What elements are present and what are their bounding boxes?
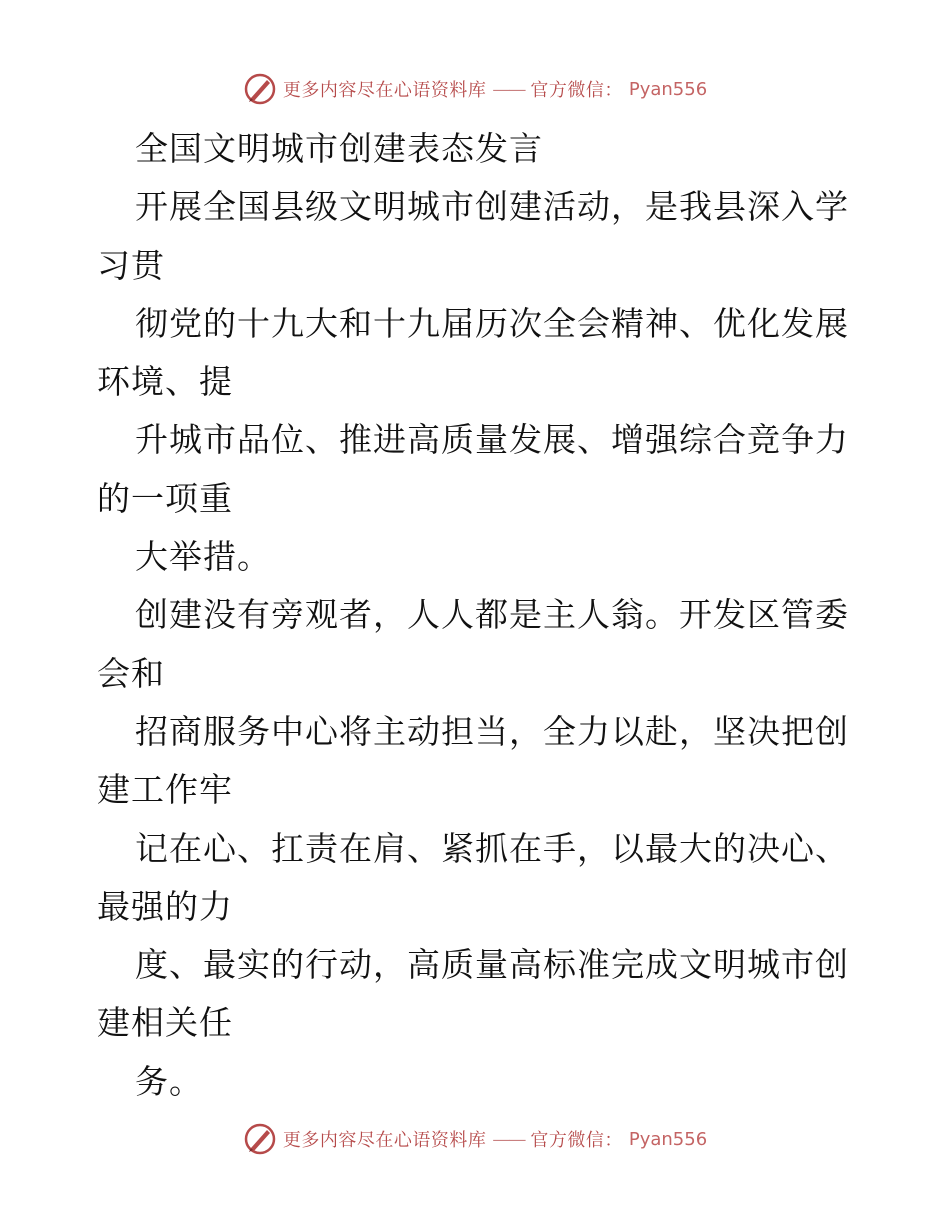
watermark-official-label: 官方微信： <box>530 80 623 101</box>
text-line: 习贯 <box>97 245 165 285</box>
text-line: 建相关任 <box>97 1003 233 1043</box>
watermark-separator: —— <box>492 78 525 100</box>
text-line: 会和 <box>97 653 165 693</box>
footer-watermark <box>0 1122 950 1156</box>
document-title: 全国文明城市创建表态发言 <box>135 129 543 168</box>
text-line: 环境、提 <box>97 362 233 402</box>
watermark-wechat-id: Pyan556 <box>628 1128 708 1150</box>
text-line: 创建没有旁观者，人人都是主人翁。开发区管委 <box>135 595 849 635</box>
text-line: 彻党的十九大和十九届历次全会精神、优化发展 <box>135 303 849 343</box>
text-line: 开展全国县级文明城市创建活动，是我县深入学 <box>135 187 849 227</box>
text-line: 最强的力 <box>97 886 233 926</box>
text-line: 建工作牢 <box>97 770 233 810</box>
document-body <box>97 120 857 1111</box>
text-line: 招商服务中心将主动担当，全力以赴，坚决把创 <box>135 711 849 751</box>
text-line: 务。 <box>135 1061 203 1101</box>
watermark-separator: —— <box>492 1128 525 1150</box>
text-line: 度、最实的行动，高质量高标准完成文明城市创 <box>135 945 849 985</box>
watermark-wechat-id: Pyan556 <box>628 78 708 100</box>
watermark-site-text: 更多内容尽在心语资料库 <box>282 80 487 101</box>
header-watermark <box>0 72 950 106</box>
text-line: 升城市品位、推进高质量发展、增强综合竞争力 <box>135 420 849 460</box>
watermark-official-label: 官方微信： <box>530 1130 623 1151</box>
watermark-site-text: 更多内容尽在心语资料库 <box>282 1130 487 1151</box>
text-line: 记在心、扛责在肩、紧抓在手，以最大的决心、 <box>135 828 849 868</box>
pen-logo-icon <box>243 72 277 106</box>
pen-logo-icon <box>243 1122 277 1156</box>
text-line: 的一项重 <box>97 478 233 518</box>
text-line: 大举措。 <box>135 537 271 577</box>
